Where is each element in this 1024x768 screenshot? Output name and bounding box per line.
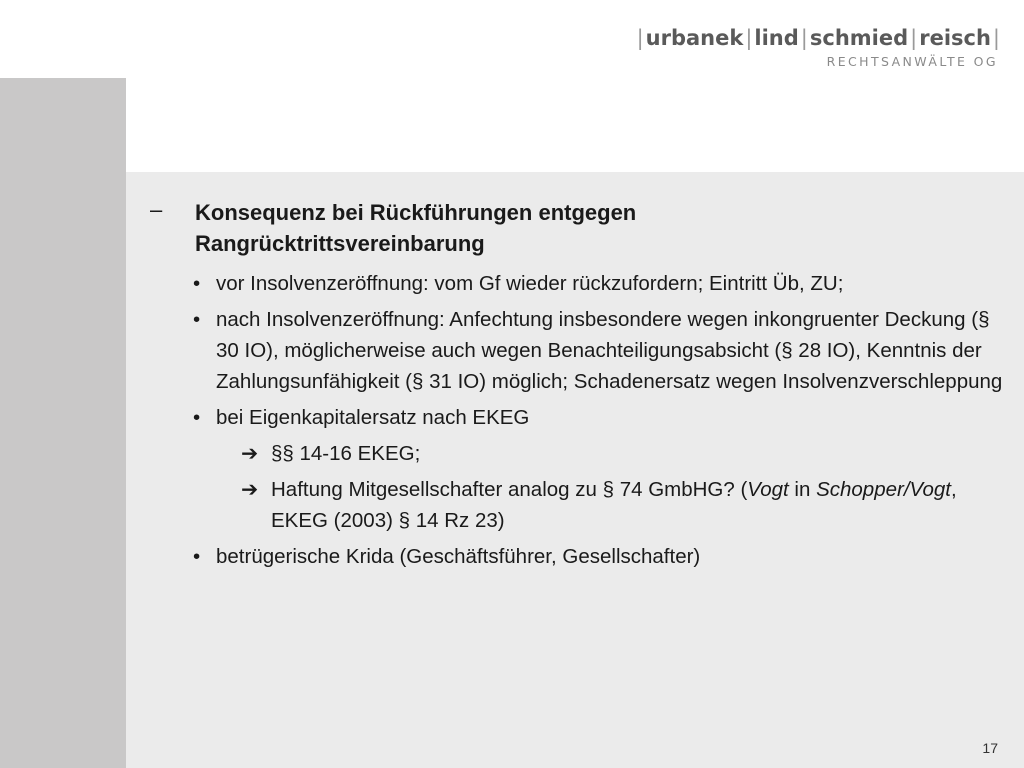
- logo-separator: |: [745, 26, 753, 50]
- list-item: [193, 402, 1013, 433]
- sub-item-text-part: in: [788, 478, 817, 501]
- logo-name-reisch: reisch: [919, 26, 991, 50]
- bullet-icon: •: [193, 272, 201, 295]
- logo-name-lind: lind: [754, 26, 799, 50]
- logo-separator: |: [992, 26, 1000, 50]
- arrow-right-icon: ➔: [241, 478, 259, 501]
- arrow-right-icon: ➔: [241, 442, 259, 465]
- citation-work: Schopper/Vogt: [816, 478, 951, 501]
- bullet-icon: •: [193, 308, 201, 331]
- bullet-icon: •: [193, 545, 201, 568]
- logo-name-schmied: schmied: [809, 26, 909, 50]
- heading-text: Konsequenz bei Rückführungen entgegen Rangrücktrittsvereinbarung: [195, 200, 637, 256]
- logo-separator: |: [800, 26, 808, 50]
- sub-item-text-part: Haftung Mitgesellschafter analog zu § 74 GmbHG? (: [271, 478, 748, 501]
- list-item-text: vor Insolvenzeröffnung: vom Gf wieder rückzufordern; Eintritt Üb, ZU;: [216, 272, 844, 295]
- page-number: 17: [982, 740, 998, 756]
- list-item-text: betrügerische Krida (Geschäftsführer, Gesellschafter): [216, 545, 701, 568]
- firm-logo: [635, 26, 1002, 69]
- logo-separator: |: [636, 26, 644, 50]
- side-decoration-bar: [0, 78, 126, 768]
- logo-names: [635, 26, 1002, 50]
- list-item: [193, 304, 1013, 397]
- list-item: [193, 541, 1013, 572]
- logo-subtitle: RECHTSANWÄLTE OG: [826, 54, 998, 69]
- bullet-icon: •: [193, 406, 201, 429]
- list-item-text: bei Eigenkapitalersatz nach EKEG: [216, 406, 530, 429]
- sub-item-text-part: , EKEG (2003) § 14 Rz 23): [271, 478, 957, 532]
- sub-item: [193, 438, 1013, 469]
- list-item: [193, 268, 1013, 299]
- citation-author: Vogt: [747, 478, 789, 501]
- list-item-text: nach Insolvenzeröffnung: Anfechtung insbesondere wegen inkongruenter Deckung (§ 30 IO), möglicherweise auch wegen Benachteiligungsabsicht (§ 28 IO), Kenntnis der Zahlungsunfähigkeit (§ 31 IO) möglich; Schadenersatz wegen Insolvenzverschleppung: [216, 308, 1003, 393]
- logo-name-urbanek: urbanek: [645, 26, 744, 50]
- heading-dash: –: [150, 197, 163, 222]
- sub-item: [193, 474, 1013, 536]
- bullet-list: [193, 268, 1013, 577]
- logo-separator: |: [910, 26, 918, 50]
- sub-item-text: §§ 14-16 EKEG;: [271, 442, 421, 465]
